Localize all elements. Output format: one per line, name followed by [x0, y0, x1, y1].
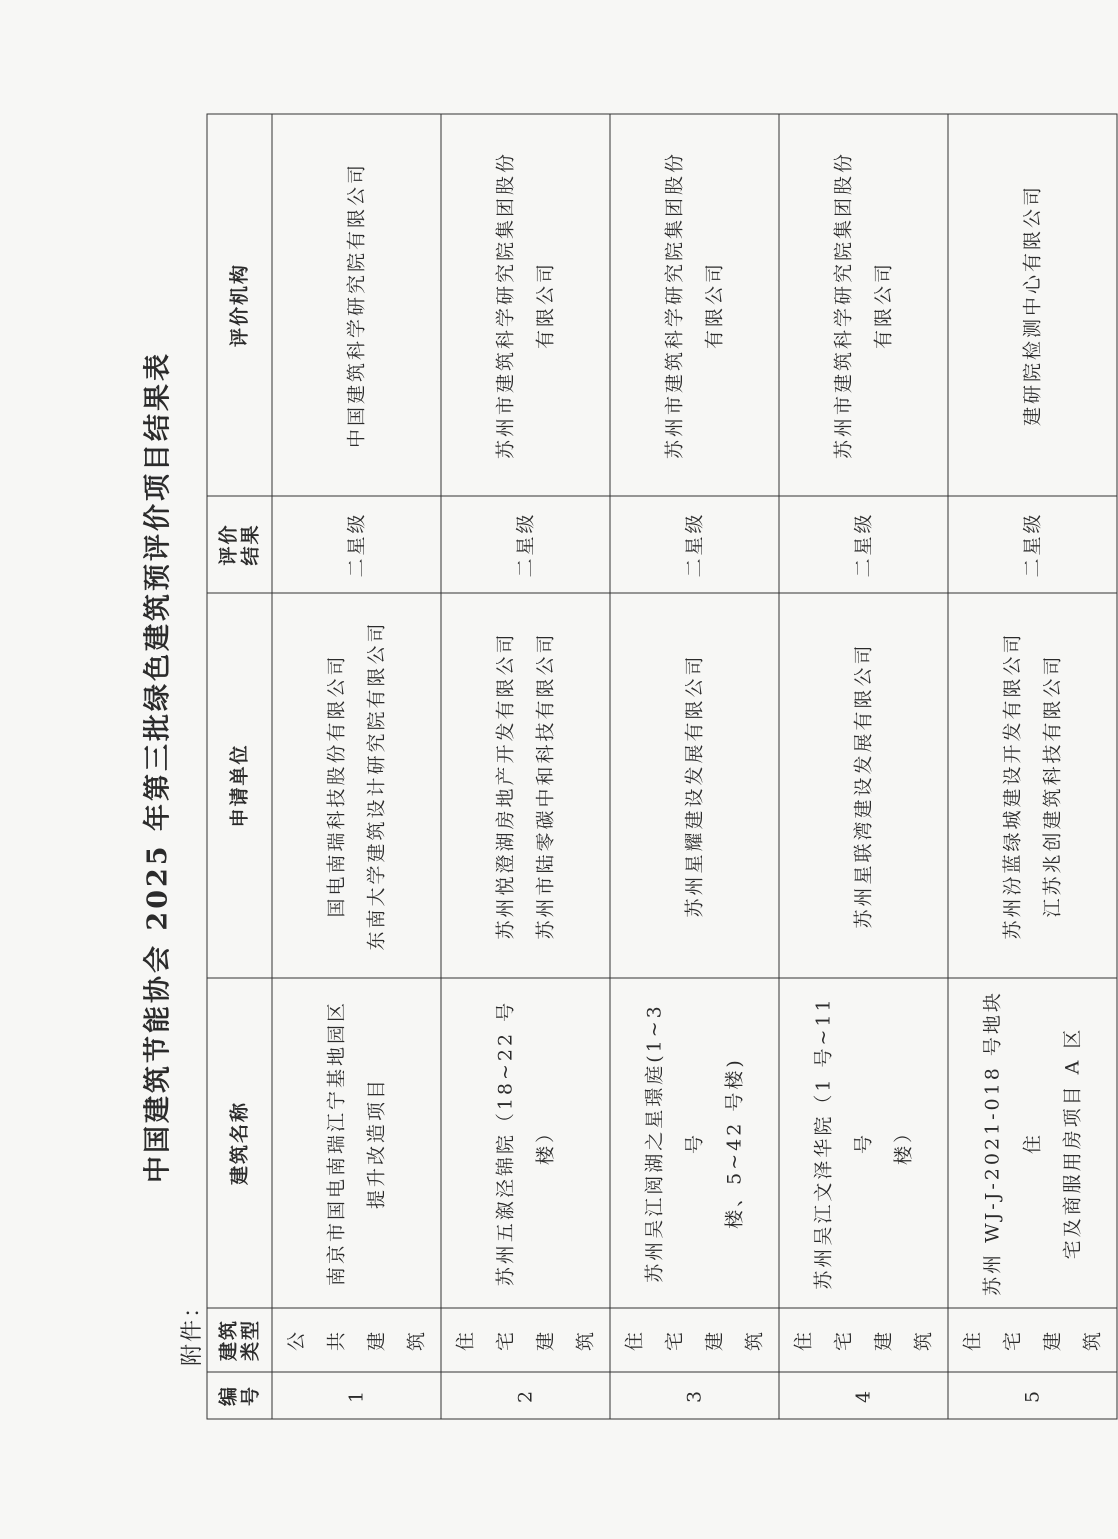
cell-name: 苏州 WJ-J-2021-018 号地块住 宅及商服用房项目 A 区	[948, 978, 1117, 1308]
cell-number: 2	[441, 1372, 610, 1419]
table-header-row	[207, 114, 272, 1419]
cell-result: 二星级	[610, 496, 779, 593]
cell-agency: 建研院检测中心有限公司	[948, 114, 1117, 496]
cell-result: 二星级	[272, 496, 441, 593]
header-applicant: 申请单位	[207, 593, 272, 978]
cell-applicant: 苏州星耀建设发展有限公司	[610, 593, 779, 978]
cell-type: 住宅 建筑	[948, 1308, 1117, 1372]
results-table	[207, 114, 1118, 1420]
cell-type: 公共 建筑	[272, 1308, 441, 1372]
cell-result: 二星级	[948, 496, 1117, 593]
cell-number: 5	[948, 1372, 1117, 1419]
header-result: 评价 结果	[207, 496, 272, 593]
header-number: 编 号	[207, 1372, 272, 1419]
cell-type: 住宅 建筑	[610, 1308, 779, 1372]
cell-agency: 中国建筑科学研究院有限公司	[272, 114, 441, 496]
cell-name: 苏州吴江文泽华院（1 号~11 号 楼）	[779, 978, 948, 1308]
cell-result: 二星级	[441, 496, 610, 593]
cell-result: 二星级	[779, 496, 948, 593]
cell-agency: 苏州市建筑科学研究院集团股份 有限公司	[441, 114, 610, 496]
table-row	[948, 114, 1117, 1419]
cell-number: 3	[610, 1372, 779, 1419]
table-row	[779, 114, 948, 1419]
header-building-type: 建筑 类型	[207, 1308, 272, 1372]
cell-number: 4	[779, 1372, 948, 1419]
table-row	[441, 114, 610, 1419]
header-agency: 评价机构	[207, 114, 272, 496]
cell-name: 苏州吴江阅湖之星璟庭(1~3 号 楼、5~42 号楼)	[610, 978, 779, 1308]
table-row	[272, 114, 441, 1419]
page-title: 中国建筑节能协会 2025 年第三批绿色建筑预评价项目结果表	[142, 351, 173, 1183]
cell-type: 住宅 建筑	[441, 1308, 610, 1372]
attachment-label: 附件：	[179, 1293, 205, 1366]
cell-applicant: 苏州悦澄湖房地产开发有限公司 苏州市陆零碳中和科技有限公司	[441, 593, 610, 978]
rotated-document	[115, 115, 1104, 1420]
cell-number: 1	[272, 1372, 441, 1419]
cell-agency: 苏州市建筑科学研究院集团股份 有限公司	[610, 114, 779, 496]
cell-name: 南京市国电南瑞江宁基地园区 提升改造项目	[272, 978, 441, 1308]
cell-agency: 苏州市建筑科学研究院集团股份 有限公司	[779, 114, 948, 496]
header-building-name: 建筑名称	[207, 978, 272, 1308]
cell-applicant: 苏州星联湾建设发展有限公司	[779, 593, 948, 978]
cell-applicant: 苏州汾蓝绿城建设开发有限公司 江苏兆创建筑科技有限公司	[948, 593, 1117, 978]
cell-applicant: 国电南瑞科技股份有限公司 东南大学建筑设计研究院有限公司	[272, 593, 441, 978]
table-row	[610, 114, 779, 1419]
cell-name: 苏州五溆泾锦院（18~22 号楼）	[441, 978, 610, 1308]
cell-type: 住宅 建筑	[779, 1308, 948, 1372]
